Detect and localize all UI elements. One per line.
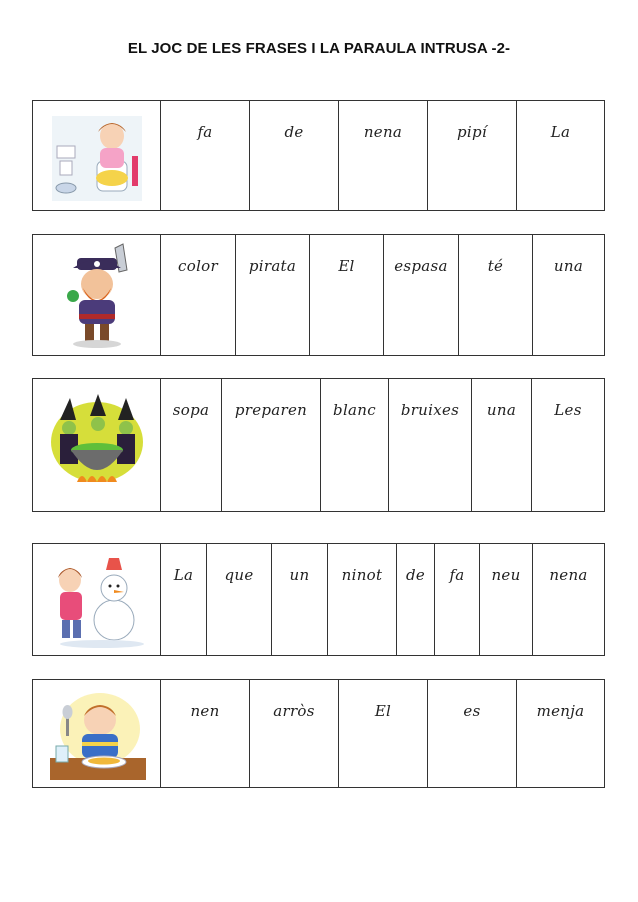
word-tile[interactable]: pirata: [236, 235, 310, 355]
word-tile[interactable]: color: [161, 235, 236, 355]
girl-snowman-illustration: [33, 544, 161, 655]
word-tile[interactable]: El: [339, 680, 428, 787]
pirate-illustration: [33, 235, 161, 355]
girl-on-potty-illustration: [33, 101, 161, 210]
sentence-row-4: [32, 543, 605, 656]
sentence-row-1: [32, 100, 605, 211]
word-tile[interactable]: es: [428, 680, 517, 787]
word-tile[interactable]: de: [397, 544, 435, 655]
word-tile[interactable]: bruixes: [389, 379, 472, 511]
word-tile[interactable]: Les: [554, 401, 582, 419]
word-tile[interactable]: una: [553, 257, 584, 275]
word-tile[interactable]: de: [250, 101, 339, 210]
word-tile[interactable]: nen: [161, 680, 250, 787]
word-tile[interactable]: pipí: [428, 101, 517, 210]
word-tile[interactable]: El: [310, 235, 384, 355]
word-tile[interactable]: arròs: [250, 680, 339, 787]
word-tile[interactable]: fa: [161, 101, 250, 210]
word-tile[interactable]: nena: [549, 566, 588, 584]
word-tile[interactable]: neu: [480, 544, 533, 655]
word-tile[interactable]: fa: [435, 544, 480, 655]
word-tile[interactable]: preparen: [222, 379, 321, 511]
word-tile[interactable]: té: [459, 235, 533, 355]
word-tile[interactable]: La: [161, 544, 207, 655]
word-tile[interactable]: La: [550, 123, 571, 141]
word-tile[interactable]: una: [472, 379, 532, 511]
boy-eating-illustration: [33, 680, 161, 787]
word-tile[interactable]: sopa: [161, 379, 222, 511]
word-tile[interactable]: que: [207, 544, 272, 655]
word-tile[interactable]: ninot: [328, 544, 397, 655]
sentence-row-2: [32, 234, 605, 356]
word-tile[interactable]: un: [272, 544, 328, 655]
witches-cauldron-illustration: [33, 379, 161, 511]
sentence-row-5: [32, 679, 605, 788]
sentence-row-3: [32, 378, 605, 512]
word-tile[interactable]: espasa: [384, 235, 459, 355]
word-tile[interactable]: nena: [339, 101, 428, 210]
word-tile[interactable]: blanc: [321, 379, 389, 511]
page-title: EL JOC DE LES FRASES I LA PARAULA INTRUSA -2-: [127, 40, 511, 57]
word-tile[interactable]: menja: [536, 702, 585, 720]
